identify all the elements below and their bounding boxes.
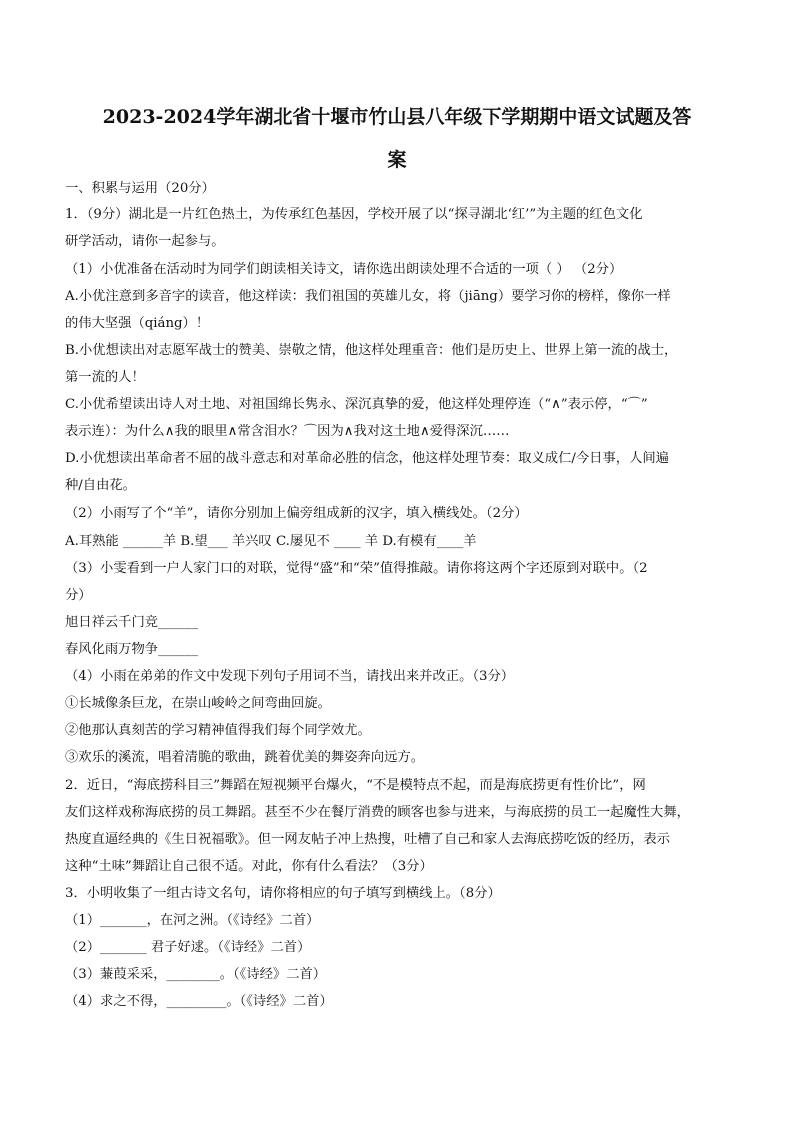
q1-sub3-cont: 分） (65, 588, 92, 603)
q1-option-d: D.小优想读出革命者不屈的战斗意志和对革命必胜的信念，他这样处理节奏：取义成仁/今日事，人间遍 (65, 451, 669, 466)
q1-option-a: A.小优注意到多音字的读音，他这样读：我们祖国的英雄儿女，将（jiāng）要学习你的榜样，像你一样 (65, 289, 671, 304)
couplet-line-2: 春风化雨万物争______ (65, 642, 198, 657)
q1-stem-cont: 研学活动，请你一起参与。 (65, 234, 225, 249)
sentence-3: ③欢乐的溪流，唱着清脆的歌曲，跳着优美的舞姿奔向远方。 (65, 750, 425, 765)
title-line-1: 2023-2024学年湖北省十堰市竹山县八年级下学期期中语文试题及答 (102, 106, 692, 128)
section-heading: 一、积累与运用（20分） (65, 181, 215, 196)
q3-blank-3: （3）蒹葭采采，________。（《诗经》二首） (65, 967, 327, 982)
q3-blank-4: （4）求之不得，_________。（《诗经》二首） (65, 994, 333, 1009)
q2-stem-cont-3: 这种“土味”舞蹈让自己很不适。对此，你有什么看法？（3分） (65, 859, 433, 874)
q1-stem: 1．（9分）湖北是一片红色热土，为传承红色基因，学校开展了以“探寻湖北‘红’”为主题的红色文化 (65, 207, 643, 222)
q1-sub2-options: A.耳熟能 ______羊 B.望___ 羊兴叹 C.屡见不 ____ 羊 D.有模有____羊 (65, 534, 477, 549)
q1-option-c-cont: 表示连）：为什么∧我的眼里∧常含泪水？⌒因为∧我对这土地∧爱得深沉…… (65, 424, 510, 439)
q2-stem-cont-1: 友们这样戏称海底捞的员工舞蹈。甚至不少在餐厅消费的顾客也参与进来，与海底捞的员工一起魔性大舞， (65, 805, 690, 820)
document-title (60, 96, 734, 182)
q1-sub3: （3）小雯看到一户人家门口的对联，觉得“盛”和“荣”值得推敲。请你将这两个字还原到对联中。（2 (65, 561, 648, 576)
q1-option-c: C.小优希望读出诗人对土地、对祖国绵长隽永、深沉真挚的爱，他这样处理停连（“∧”表示停，“⌒” (65, 397, 648, 412)
couplet-line-1: 旭日祥云千门竞______ (65, 615, 198, 630)
q1-sub2: （2）小雨写了个“羊”，请你分别加上偏旁组成新的汉字，填入横线处。（2分） (65, 506, 528, 521)
q3-blank-2: （2）_______ 君子好逑。（《诗经》二首） (65, 940, 311, 955)
q1-option-d-cont: 种/自由花。 (65, 478, 136, 493)
title-line-2: 案 (387, 149, 407, 171)
q1-option-b: B.小优想读出对志愿军战士的赞美、崇敬之情，他这样处理重音：他们是历史上、世界上第一流的战士， (65, 343, 678, 358)
q2-stem-cont-2: 热度直逼经典的《生日祝福歌》。但一网友帖子冲上热搜，吐槽了自己和家人去海底捞吃饭的经历，表示 (65, 832, 671, 847)
q2-stem: 2．近日，“海底捞科目三”舞蹈在短视频平台爆火，“不是模特点不起，而是海底捞更有性价比”，网 (65, 778, 646, 793)
q1-sub4: （4）小雨在弟弟的作文中发现下列句子用词不当，请找出来并改正。（3分） (65, 669, 515, 684)
q1-sub1: （1）小优准备在活动时为同学们朗读相关诗文，请你选出朗读处理不合适的一项（ ） （2分） (65, 262, 623, 277)
q1-option-a-cont: 的伟大坚强（qiáng）！ (65, 316, 210, 331)
q3-blank-1: （1）_______，在河之洲。（《诗经》二首） (65, 913, 320, 928)
sentence-2: ②他那认真刻苦的学习精神值得我们每个同学效尤。 (65, 723, 371, 738)
q3-stem: 3．小明收集了一组古诗文名句，请你将相应的句子填写到横线上。（8分） (65, 886, 501, 901)
q1-option-b-cont: 第一流的人！ (65, 370, 145, 385)
sentence-1: ①长城像条巨龙，在崇山峻岭之间弯曲回旋。 (65, 696, 331, 711)
